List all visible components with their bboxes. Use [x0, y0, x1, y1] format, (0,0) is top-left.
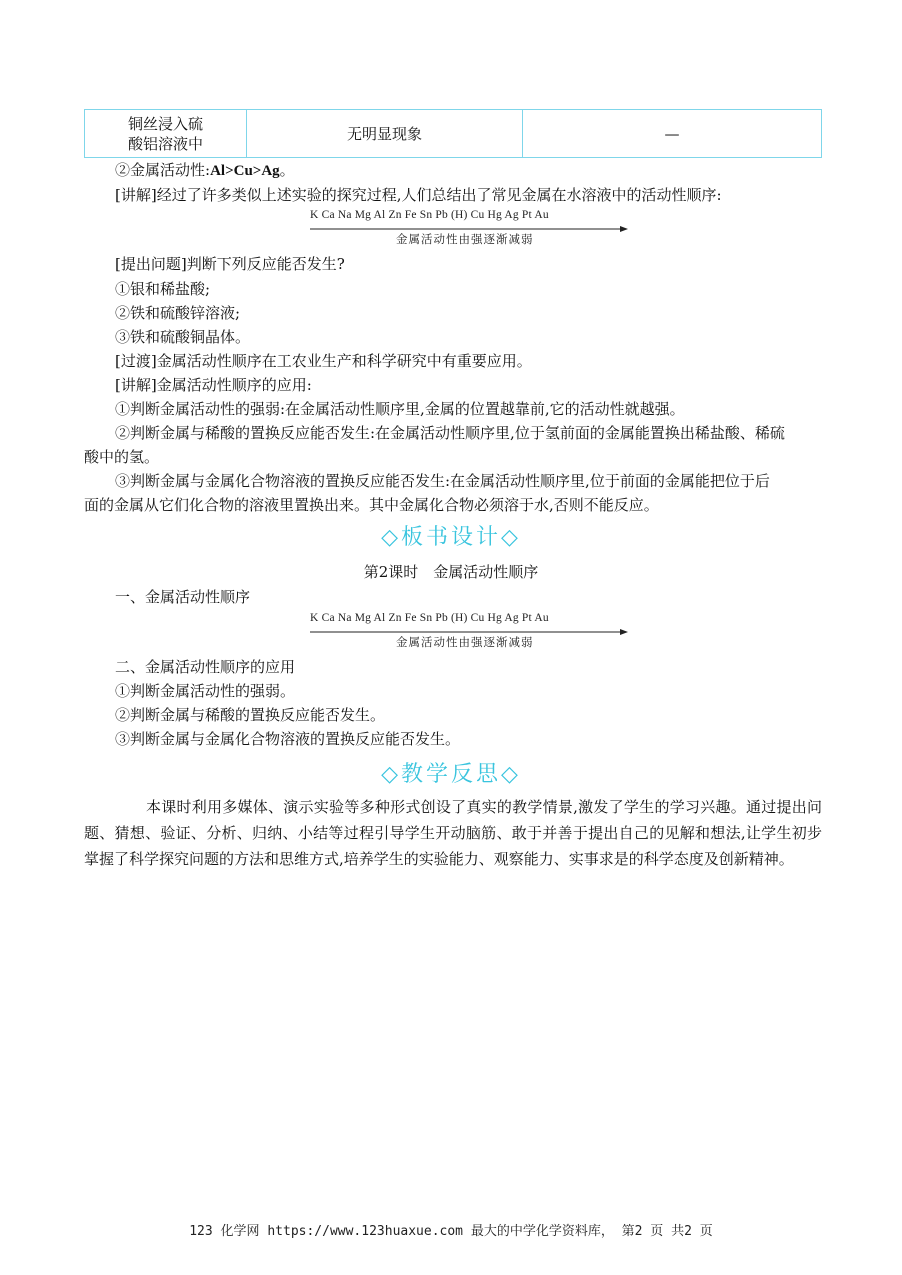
reflection-paragraph: 本课时利用多媒体、演示实验等多种形式创设了真实的教学情景,激发了学生的学习兴趣。通过提出问题、猜想、验证、分析、归纳、小结等过程引导学生开动脑筋、敢于并善于提出自己的见解和想法,让学生初步掌握了科学探究问题的方法和思维方式,培养学生的实验能力、观察能力、实事求是的科学态度及创新精神。 [84, 798, 822, 868]
application-item-2-line1: ②判断金属与稀酸的置换反应能否发生:在金属活动性顺序里,位于氢前面的金属能置换出稀盐酸、稀硫 [115, 424, 785, 442]
application-item-1: ①判断金属活动性的强弱:在金属活动性顺序里,金属的位置越靠前,它的活动性就越强。 [115, 400, 685, 418]
experiment-cell-line1: 铜丝浸入硫 [127, 114, 203, 133]
board-design-item-2: 二、金属活动性顺序的应用 [115, 658, 296, 676]
board-design-item-1: 一、金属活动性顺序 [115, 588, 251, 606]
application-item-3-line1: ③判断金属与金属化合物溶液的置换反应能否发生:在金属活动性顺序里,位于前面的金属能把位于后 [115, 472, 770, 490]
activity-conclusion [115, 159, 295, 182]
page-footer: 123 化学网 https://www.123huaxue.com 最大的中学化学资料库， 第2 页 共2 页 [189, 1224, 713, 1239]
activity-series-text-2: K Ca Na Mg Al Zn Fe Sn Pb (H) Cu Hg Ag Pt Au [310, 612, 549, 624]
activity-series-figure [310, 209, 630, 247]
phenomenon-cell: 无明显现象 [247, 110, 523, 158]
question-item-1: ①银和稀盐酸; [115, 280, 211, 298]
explain-line-2: [讲解]金属活动性顺序的应用: [115, 376, 312, 394]
question-item-2: ②铁和硫酸锌溶液; [115, 304, 241, 322]
question-line: [提出问题]判断下列反应能否发生? [115, 255, 345, 273]
activity-series-figure-2 [310, 612, 630, 650]
table-row [85, 110, 822, 158]
activity-conclusion-suffix: 。 [279, 161, 295, 179]
board-design-sub-2: ②判断金属与稀酸的置换反应能否发生。 [115, 706, 386, 724]
application-item-3-line2: 面的金属从它们化合物的溶液里置换出来。其中金属化合物必须溶于水,否则不能反应。 [84, 496, 659, 514]
experiment-cell [85, 110, 247, 158]
activity-series-caption-2: 金属活动性由强逐渐减弱 [396, 635, 534, 649]
question-item-3: ③铁和硫酸铜晶体。 [115, 328, 251, 346]
experiment-table [84, 109, 822, 158]
board-design-sub-3: ③判断金属与金属化合物溶液的置换反应能否发生。 [115, 730, 461, 748]
activity-conclusion-formula: Al>Cu>Ag [210, 163, 280, 179]
activity-series-caption: 金属活动性由强逐渐减弱 [396, 232, 534, 246]
board-design-title: 第2课时 金属活动性顺序 [363, 563, 539, 581]
activity-series-text: K Ca Na Mg Al Zn Fe Sn Pb (H) Cu Hg Ag Pt Au [310, 209, 549, 221]
board-design-sub-1: ①判断金属活动性的强弱。 [115, 682, 296, 700]
transition-line: [过渡]金属活动性顺序在工农业生产和科学研究中有重要应用。 [115, 352, 532, 370]
application-item-2-line2: 酸中的氢。 [84, 448, 160, 466]
explain-line-1: [讲解]经过了许多类似上述实验的探究过程,人们总结出了常见金属在水溶液中的活动性顺序: [115, 186, 722, 204]
activity-conclusion-prefix: ②金属活动性: [115, 161, 211, 179]
board-design-heading: ◇板书设计◇ [381, 525, 521, 550]
reflection-heading: ◇教学反思◇ [381, 762, 521, 787]
experiment-cell-line2: 酸铝溶液中 [127, 134, 203, 153]
equation-cell: — [523, 110, 822, 158]
